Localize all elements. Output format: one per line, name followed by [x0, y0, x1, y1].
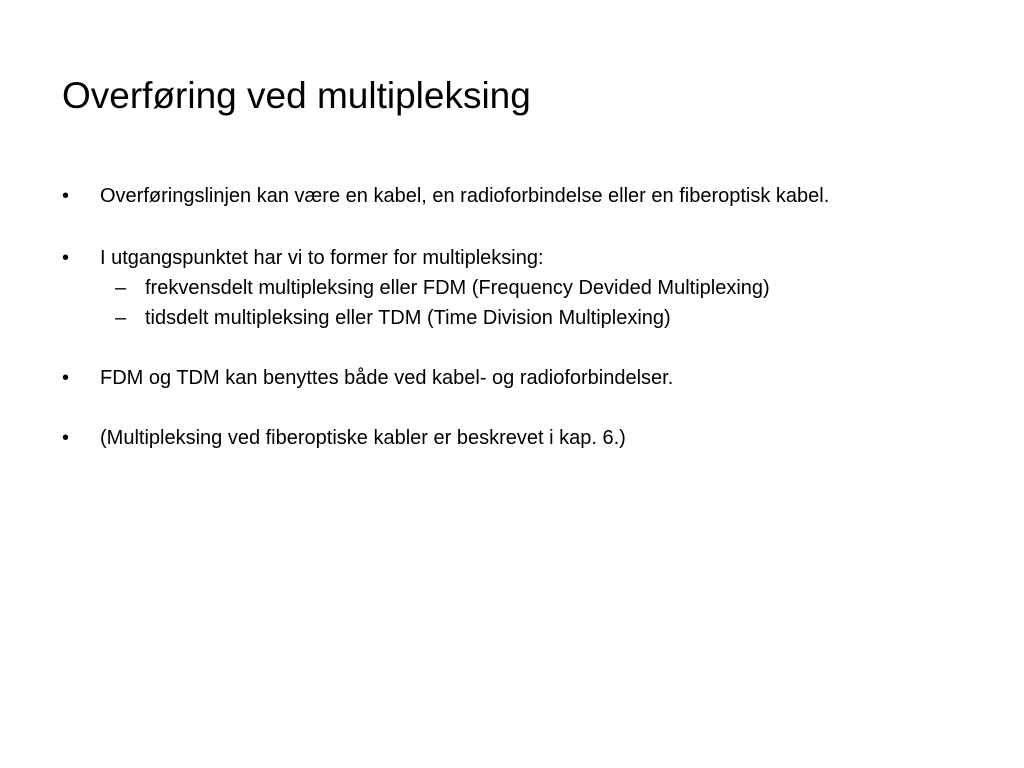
bullet-icon: • — [62, 427, 70, 449]
slide-title: Overføring ved multipleksing — [62, 75, 531, 116]
sub-bullet-text: frekvensdelt multipleksing eller FDM (Frequency Devided Multiplexing) — [145, 277, 770, 299]
bullet-icon: • — [62, 185, 70, 207]
sub-bullet-text: tidsdelt multipleksing eller TDM (Time Division Multiplexing) — [145, 307, 671, 329]
bullet-icon: • — [62, 367, 70, 389]
dash-icon: – — [115, 307, 127, 329]
bullet-icon: • — [62, 247, 70, 269]
bullet-text: Overføringslinjen kan være en kabel, en radioforbindelse eller en fiberoptisk kabel. — [100, 185, 830, 207]
dash-icon: – — [115, 277, 127, 299]
bullet-text: (Multipleksing ved fiberoptiske kabler er beskrevet i kap. 6.) — [100, 427, 626, 449]
bullet-text: FDM og TDM kan benyttes både ved kabel- og radioforbindelser. — [100, 367, 674, 389]
bullet-text: I utgangspunktet har vi to former for multipleksing: — [100, 247, 544, 269]
